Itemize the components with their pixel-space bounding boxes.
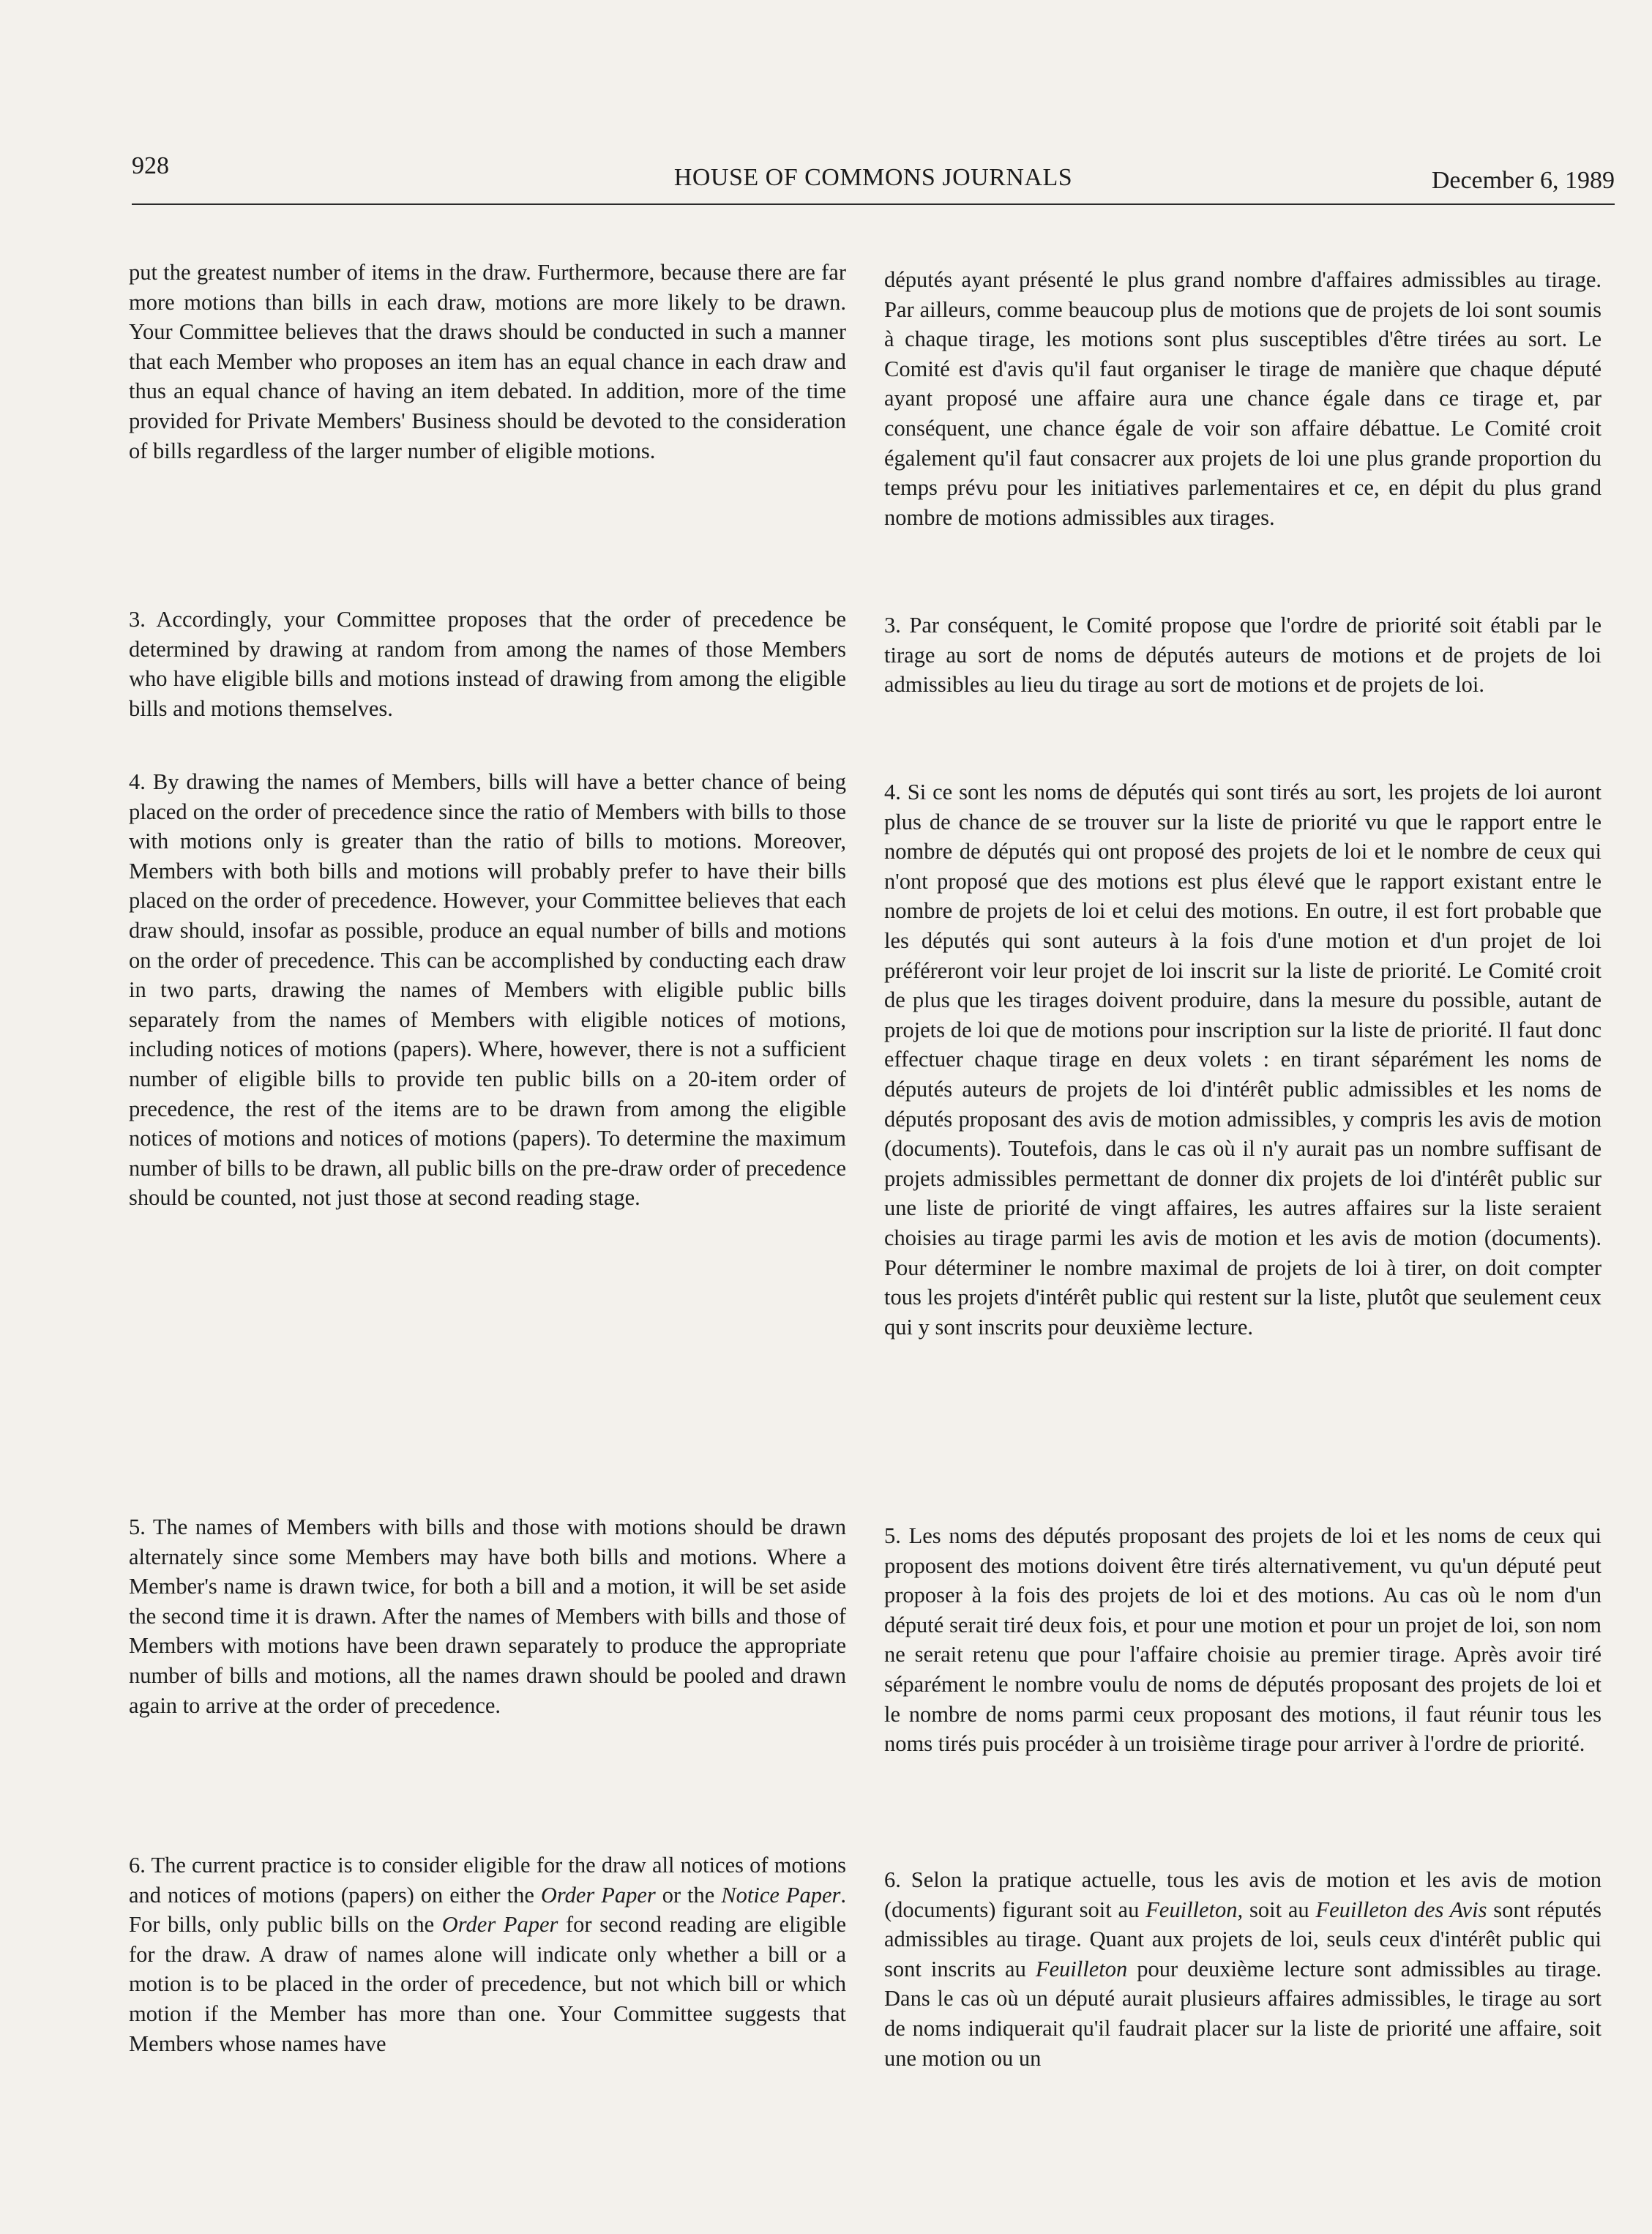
- order-paper-italic-2: Order Paper: [441, 1912, 558, 1938]
- english-paragraph-3: 3. Accordingly, your Committee proposes that the order of precedence be determined by drawing at random from among the names of those Members who have eligible bills and motions instead of drawing from among the eligible bills and motions themselves.: [129, 607, 846, 721]
- english-paragraph-4: 4. By drawing the names of Members, bills will have a better chance of being placed on the order of precedence since the ratio of Members with bills to those with motions only is greater than the ratio of bills to motions. Moreover, Members with both bills and motions will probably prefer to have their bills placed on the order of precedence. However, your Committee believes that each draw should, insofar as possible, produce an equal number of bills and motions on the order of precedence. This can be accomplished by conducting each draw in two parts, drawing the names of Members with eligible public bills separately from the names of Members with eligible notices of motions, including notices of motions (papers). Where, however, there is not a sufficient number of eligible bills to provide ten public bills on a 20-item order of precedence, the rest of the items are to be drawn from among the eligible notices of motions and notices of motions (papers). To determine the maximum number of bills to be drawn, all public bills on the pre-draw order of precedence should be counted, not just those at second reading stage.: [129, 769, 846, 1211]
- notice-paper-italic: Notice Paper: [721, 1882, 841, 1908]
- journal-date: December 6, 1989: [1431, 167, 1615, 194]
- english-paragraph-5: 5. The names of Members with bills and those with motions should be drawn alternately since some Members may have both bills and motions. Where a Member's name is drawn twice, for both a bill and a motion, it will be set aside the second time it is drawn. After the names of Members with bills and those of Members with motions have been drawn separately to produce the appropriate number of bills and motions, all the names drawn should be pooled and drawn again to arrive at the order of precedence.: [129, 1514, 846, 1718]
- journal-title: HOUSE OF COMMONS JOURNALS: [673, 164, 1073, 191]
- french-paragraph-4: 4. Si ce sont les noms de députés qui sont tirés au sort, les projets de loi auront plus de chance de se trouver sur la liste de priorité vu que le rapport entre le nombre de députés qui ont proposé des projets de loi et le nombre de ceux qui n'ont proposé que des motions est plus élevé que le rapport existant entre le nombre de projets de loi et celui des motions. En outre, il est fort probable que les députés qui sont auteurs à la fois d'une motion et d'un projet de loi préféreront voir leur projet de loi inscrit sur la liste de priorité. Le Comité croit de plus que les tirages doivent produire, dans la mesure du possible, autant de projets de loi que de motions pour inscription sur la liste de priorité. Il faut donc effectuer chaque tirage en deux volets : en tirant séparément les noms de députés auteurs de projets de loi d'intérêt public admissibles et les noms de députés proposant des avis de motion admissibles, y compris les avis de motion (documents). Toutefois, dans le cas où il n'y aurait pas un nombre suffisant de projets admissibles permettant de donner dix projets de loi d'intérêt public sur une liste de priorité de vingt affaires, les autres affaires sur la liste seraient choisies au tirage parmi les avis de motion et les avis de motion (documents). Pour déterminer le nombre maximal de projets de loi à tirer, on doit compter tous les projets d'intérêt public qui restent sur la liste, plutôt que seulement ceux qui y sont inscrits pour deuxième lecture.: [884, 780, 1601, 1340]
- french-paragraph-5: 5. Les noms des députés proposant des projets de loi et les noms de ceux qui proposent des motions doivent être tirés alternativement, vu qu'un député peut proposer à la fois des projets de loi et des motions. Au cas où le nom d'un député serait tiré deux fois, et pour une motion et pour un projet de loi, son nom ne serait retenu que pour l'affaire choisie au premier tirage. Après avoir tiré séparément le nombre voulu de noms de députés proposant des projets de loi et le nombre de noms parmi ceux proposant des motions, il faut réunir tous les noms tirés puis procéder à un troisième tirage pour arriver à l'ordre de priorité.: [884, 1523, 1601, 1757]
- french-paragraph-6: 6. Selon la pratique actuelle, tous les avis de motion et les avis de motion (documents) figurant soit au Feuilleton, soit au Feuilleton des Avis sont réputés admissibles au tirage. Quant aux projets de loi, seuls ceux d'intérêt public qui sont inscrits au Feuilleton pour deuxième lecture sont admissibles au tirage. Dans le cas où un député aurait plusieurs affaires admissibles, le tirage au sort de noms indiquerait qu'il faudrait placer sur la liste de priorité une affaire, soit une motion ou un: [884, 1867, 1602, 2071]
- feuilleton-italic: Feuilleton,: [1145, 1897, 1244, 1922]
- page-number: 928: [132, 152, 169, 179]
- feuilleton-avis-italic: Feuilleton des Avis: [1315, 1897, 1487, 1922]
- french-paragraph-3: 3. Par conséquent, le Comité propose que l'ordre de priorité soit établi par le tirage au sort de noms de députés auteurs de motions et de projets de loi admissibles au lieu du tirage au sort de motions et de projets de loi.: [884, 613, 1601, 698]
- english-paragraph-6: 6. The current practice is to consider eligible for the draw all notices of motions and notices of motions (papers) on either the Order Paper or the Notice Paper. For bills, only public bills on the Order Paper for second reading are eligible for the draw. A draw of names alone will indicate only whether a bill or a motion is to be placed in the order of precedence, but not which bill or which motion if the Member has more than one. Your Committee suggests that Members whose names have: [129, 1853, 847, 2056]
- feuilleton-italic-2: Feuilleton: [1035, 1956, 1128, 1981]
- french-intro-paragraph: députés ayant présenté le plus grand nombre d'affaires admissibles au tirage. Par ailleurs, comme beaucoup plus de motions que de projets de loi sont soumis à chaque tirage, les motions sont plus susceptibles d'être tirées au sort. Le Comité est d'avis qu'il faut organiser le tirage de manière que chaque député ayant proposé une affaire aura une chance égale dans ce tirage et, par conséquent, une chance égale de voir son affaire débattue. Le Comité croit également qu'il faut consacrer aux projets de loi une plus grande proportion du temps prévu pour les initiatives parlementaires et ce, en dépit du plus grand nombre de motions admissibles aux tirages.: [884, 267, 1601, 530]
- page-header: [132, 152, 1615, 205]
- english-intro-paragraph: put the greatest number of items in the draw. Furthermore, because there are far more motions than bills in each draw, motions are more likely to be drawn. Your Committee believes that the draws should be conducted in such a manner that each Member who proposes an item has an equal chance in each draw and thus an equal chance of having an item debated. In addition, more of the time provided for Private Members' Business should be devoted to the consideration of bills regardless of the larger number of eligible motions.: [129, 260, 846, 463]
- order-paper-italic: Order Paper: [540, 1882, 656, 1908]
